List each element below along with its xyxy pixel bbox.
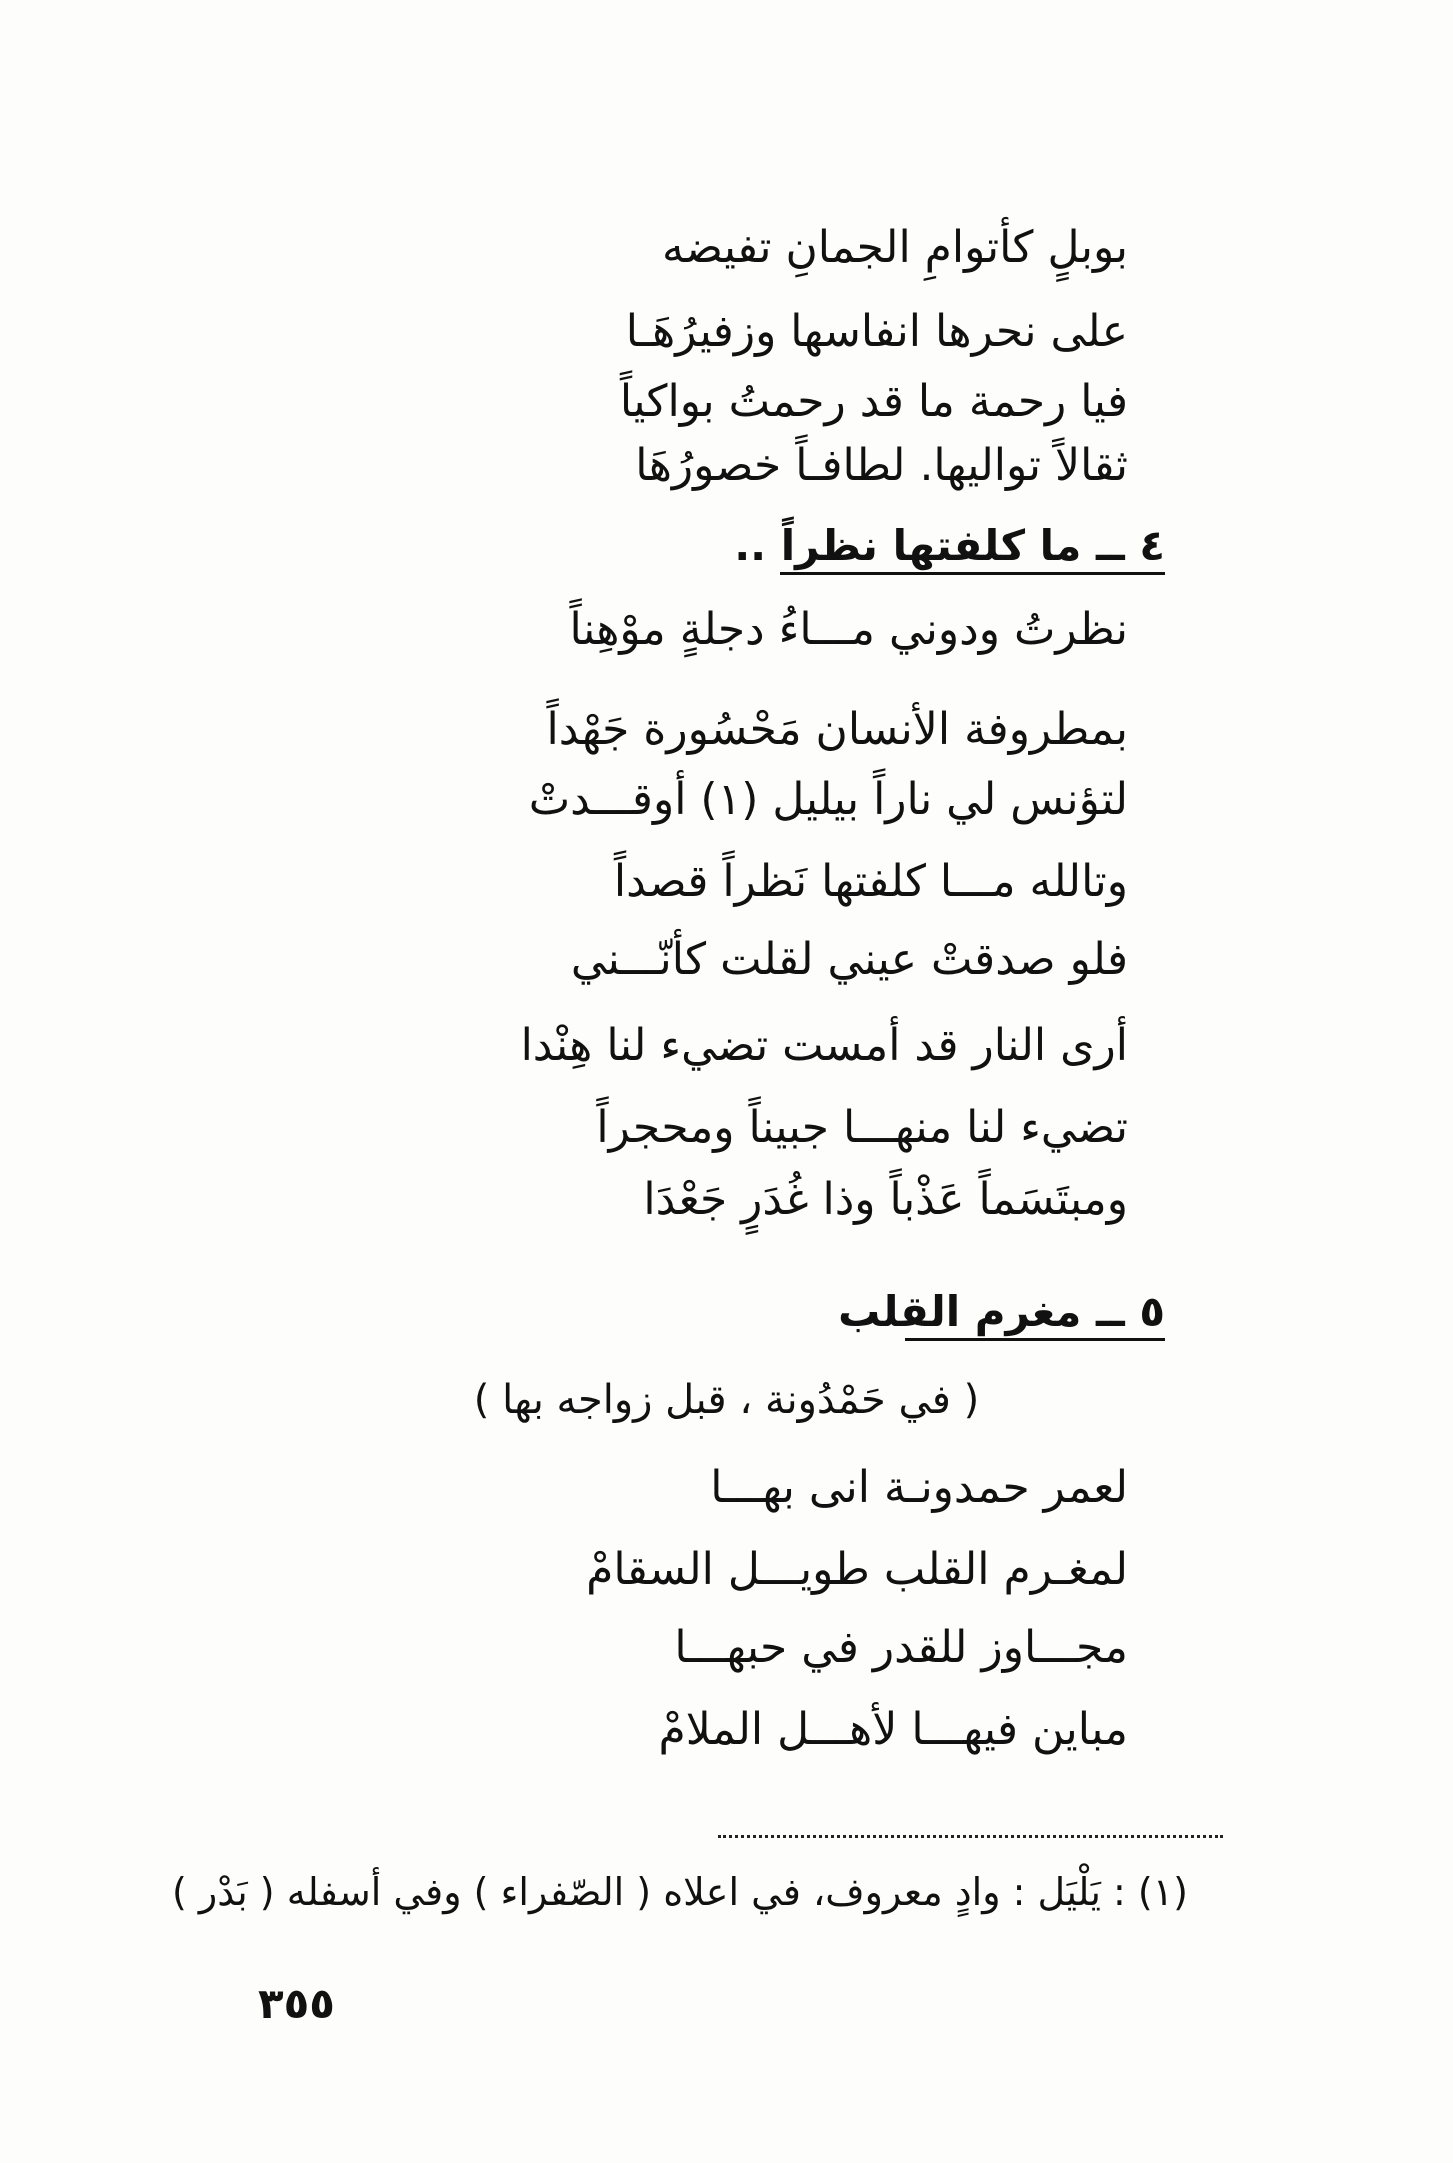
page-number: ٣٥٥	[258, 1979, 335, 2028]
heading-underline	[780, 572, 1165, 575]
verse-line: لتؤنس لي ناراً بيليل (١) أوقـــدتْ	[528, 774, 1128, 825]
section-heading: ٥ ــ مغرم القلب	[838, 1287, 1165, 1336]
section-heading: ٤ ــ ما كلفتها نظراً ..	[734, 521, 1165, 570]
footnote-separator	[718, 1835, 1223, 1838]
footnote: (١) : يَلْيَل : وادٍ معروف، في اعلاه ( الصّفراء ) وفي أسفله ( بَدْر )	[171, 1870, 1188, 1914]
verse-line: وتالله مـــا كلفتها نَظراً قصداً	[613, 856, 1128, 907]
verse-line: فلو صدقتْ عيني لقلت كأنّـــني	[570, 934, 1128, 985]
verse-line: مباين فيهـــا لأهـــل الملامْ	[658, 1704, 1128, 1755]
verse-line: تضيء لنا منهـــا جبيناً ومحجراً	[596, 1102, 1128, 1153]
heading-underline	[905, 1338, 1165, 1341]
verse-line: بوبلٍ كأتوامِ الجمانِ تفيضه	[661, 222, 1128, 273]
verse-line: فيا رحمة ما قد رحمتُ بواكياً	[619, 376, 1128, 427]
section-subtitle: ( في حَمْدُونة ، قبل زواجه بها )	[473, 1377, 980, 1423]
verse-line: مجـــاوز للقدر في حبهـــا	[674, 1622, 1128, 1673]
verse-line: ثقالاً تواليها. لطافـاً خصورُهَا	[635, 440, 1128, 491]
verse-line: ومبتَسَماً عَذْباً وذا غُدَرٍ جَعْدَا	[643, 1174, 1128, 1225]
verse-line: لمغـرم القلب طويـــل السقامْ	[586, 1544, 1128, 1595]
verse-line: بمطروفة الأنسان مَحْسُورة جَهْداً	[546, 704, 1128, 755]
verse-line: نظرتُ ودوني مـــاءُ دجلةٍ موْهِناً	[569, 604, 1128, 655]
verse-line: على نحرها انفاسها وزفيرُهَـا	[625, 306, 1128, 357]
verse-line: أرى النار قد أمست تضيء لنا هِنْدا	[520, 1020, 1128, 1071]
verse-line: لعمر حمدونـة انى بهـــا	[710, 1462, 1128, 1513]
